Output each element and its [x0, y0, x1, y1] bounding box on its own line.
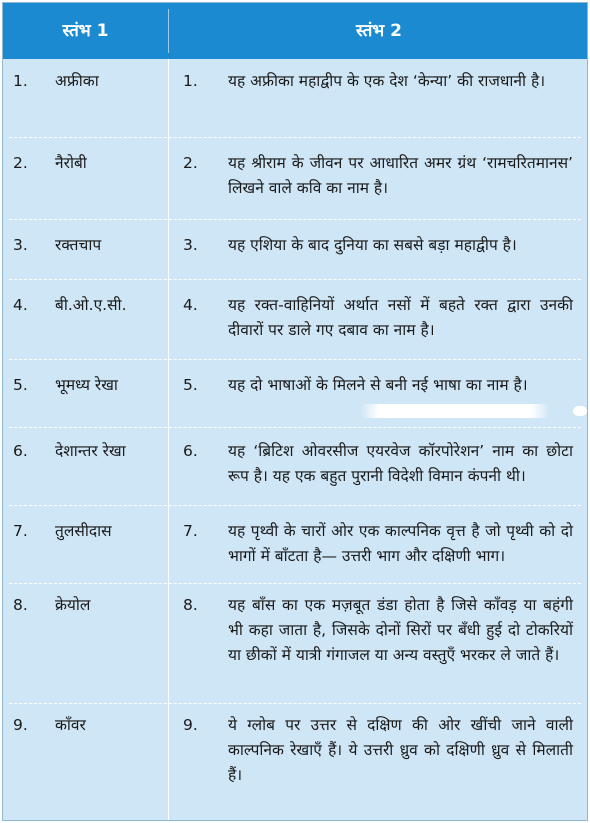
row-number-right: 8. — [183, 596, 198, 614]
description: यह रक्त-वाहिनियों अर्थात नसों में बहते रक्त द्वारा उनकी दीवारों पर डाले गए दबाव का नाम है। — [228, 296, 573, 339]
row-number-left: 7. — [13, 522, 28, 540]
row-number-left: 3. — [13, 236, 28, 254]
term: तुलसीदास — [55, 522, 112, 540]
row-number-left: 6. — [13, 442, 28, 460]
row-number-right: 1. — [183, 72, 198, 90]
term: अफ्रीका — [55, 72, 99, 90]
column-divider — [168, 59, 169, 821]
row-divider — [9, 505, 581, 507]
description: यह श्रीराम के जीवन पर आधारित अमर ग्रंथ ‘रामचरितमानस’ लिखने वाले कवि का नाम है। — [228, 154, 573, 197]
row-number-left: 9. — [13, 716, 28, 734]
description: यह अफ्रीका महाद्वीप के एक देश ‘केन्या’ की राजधानी है। — [228, 72, 546, 90]
column-2-heading: स्तंभ 2 — [355, 21, 402, 41]
row-divider — [9, 137, 581, 139]
row-number-left: 4. — [13, 296, 28, 314]
white-smudge — [360, 404, 550, 418]
term: देशान्तर रेखा — [55, 442, 126, 460]
description: यह दो भाषाओं के मिलने से बनी नई भाषा का नाम है। — [228, 376, 528, 394]
row-number-left: 1. — [13, 72, 28, 90]
term: रक्तचाप — [55, 236, 102, 254]
row-divider — [9, 583, 581, 585]
description: यह बाँस का एक मज़बूत डंडा होता है जिसे काँवड़ या बहंगी भी कहा जाता है, जिसके दोनों सिरों पर बँधी हुई दो टोकरियों या छीकों में यात्री गंगाजल या अन्य वस्तुएँ भरकर ले जाते हैं। — [228, 596, 573, 664]
matching-table — [2, 2, 588, 821]
row-number-left: 2. — [13, 154, 28, 172]
row-number-right: 4. — [183, 296, 198, 314]
description: यह एशिया के बाद दुनिया का सबसे बड़ा महाद्वीप है। — [228, 236, 517, 254]
row-number-right: 6. — [183, 442, 198, 460]
description: यह पृथ्वी के चारों ओर एक काल्पनिक वृत्त है जो पृथ्वी को दो भागों में बाँटता है— उत्तरी भाग और दक्षिणी भाग। — [228, 522, 573, 565]
row-number-right: 9. — [183, 716, 198, 734]
row-number-right: 2. — [183, 154, 198, 172]
row-divider — [9, 359, 581, 361]
row-divider — [9, 427, 581, 429]
table-header — [3, 3, 588, 59]
description: ये ग्लोब पर उत्तर से दक्षिण की ओर खींची जाने वाली काल्पनिक रेखाएँ हैं। ये उत्तरी ध्रुव को दक्षिणी ध्रुव से मिलाती हैं। — [228, 716, 573, 784]
term: बी.ओ.ए.सी. — [55, 296, 127, 314]
row-number-left: 8. — [13, 596, 28, 614]
row-number-right: 7. — [183, 522, 198, 540]
term: काँवर — [55, 716, 86, 734]
white-smudge — [573, 406, 587, 416]
term: नैरोबी — [55, 154, 87, 172]
term: क्रेयोल — [55, 596, 91, 614]
column-1-heading: स्तंभ 1 — [62, 21, 109, 41]
row-divider — [9, 279, 581, 281]
row-number-right: 5. — [183, 376, 198, 394]
row-number-right: 3. — [183, 236, 198, 254]
term: भूमध्य रेखा — [55, 376, 118, 394]
row-divider — [9, 703, 581, 705]
row-divider — [9, 219, 581, 221]
description: यह ‘ब्रिटिश ओवरसीज एयरवेज कॉरपोरेशन’ नाम का छोटा रूप है। यह एक बहुत पुरानी विदेशी विमान कंपनी थी। — [228, 442, 573, 485]
row-number-left: 5. — [13, 376, 28, 394]
